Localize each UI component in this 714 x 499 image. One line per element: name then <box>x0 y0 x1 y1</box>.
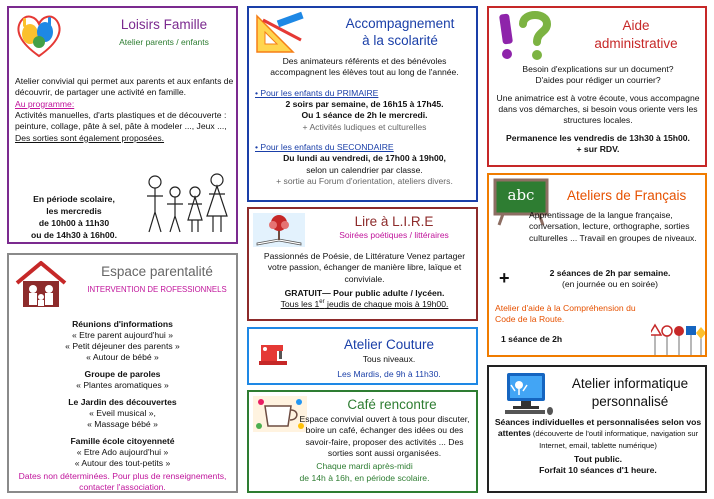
book-tree-icon <box>253 213 305 250</box>
francais-title: Ateliers de Français <box>567 188 687 203</box>
accompagnement-title: Accompagnement à la scolarité <box>345 16 455 48</box>
loisirs-sorties: Des sorties sont également proposées. <box>15 132 165 143</box>
accompagnement-body: Des animateurs référents et des bénévoles accompagnent les élèves tout au long de l'année. • Pour les enfants du PRIMAIRE 2 soirs par semaine, de 16h15 à 17h45. Ou 1 séance de 2h le mercredi. + Activités ludiques et culturelles • Pour les enfants du SECONDAIRE Du lundi au vendredi, de 17h00 à 19h00, selon un calendrier par classe. + sortie au Forum d'orientation, ateliers divers. <box>255 56 474 187</box>
card-aide-administrative <box>487 6 707 167</box>
card-loisirs-famille <box>7 6 238 244</box>
chalkboard-text: abc <box>507 186 535 204</box>
lire-title: Lire à L.I.R.E <box>354 214 434 229</box>
accompagnement-intro: Des animateurs référents et des bénévoles accompagnent les élèves tout au long de l'année. <box>270 56 459 78</box>
secondaire-label: • Pour les enfants du SECONDAIRE <box>255 142 394 153</box>
francais-aide-seance: 1 séance de 2h <box>501 334 563 344</box>
road-signs-icon <box>651 323 705 357</box>
informatique-title: Atelier informatique personnalisé <box>571 376 689 409</box>
francais-seances: 2 séances de 2h par semaine. (en journée ou en soirée) <box>549 268 671 290</box>
espace-note: Dates non déterminées. Pour plus de renseignements, contacter l'association. <box>18 471 227 492</box>
cafe-body: Espace convivial ouvert à tous pour discuter, boire un café, échanger des idées ou des savoir-faire, proposer des activités ... Des sorties sont aussi organisées. Chaque mardi après-midi de 14h à 16h, en période scolaire. <box>299 414 470 483</box>
painted-hands-icon <box>13 12 65 61</box>
couture-schedule: Les Mardis, de 9h à 11h30. <box>337 369 441 379</box>
exclamation-question-icon <box>495 10 553 65</box>
computer-icon <box>499 371 555 418</box>
card-francais <box>487 173 707 357</box>
house-family-icon <box>13 259 69 312</box>
family-drawing-icon <box>141 168 233 243</box>
loisirs-period: En période scolaire, les mercredis de 10h00 à 11h30 ou de 14h30 à 16h00. <box>31 194 117 240</box>
card-lire <box>247 207 478 321</box>
card-couture <box>247 327 478 385</box>
card-espace-parentalite <box>7 253 238 493</box>
card-accompagnement <box>247 6 478 202</box>
card-cafe <box>247 390 478 493</box>
loisirs-body <box>15 76 235 144</box>
loisirs-subtitle: Atelier parents / enfants <box>119 37 209 47</box>
aide-body: Besoin d'explications sur un document? D'aides pour rédiger un courrier? Une animatrice est à votre écoute, vous accompagne dans vos démarches, si besoin vous oriente vers les structures locales. Permanence les vendredis de 13h30 à 15h00. + sur RDV. <box>496 64 700 155</box>
cafe-title: Café rencontre <box>347 397 437 412</box>
espace-body: Réunions d'informations « Etre parent aujourd'hui » « Petit déjeuner des parents » « Autour de bébé » Groupe de paroles « Plantes aromatiques » Le Jardin des découvertes « Eveil musical », « Massage bébé » Famille école citoyenneté « Etre Ado aujourd'hui » « Autour des tout-petits » Dates non déterminées. Pour plus de renseignements, contacter l'association. <box>13 319 232 493</box>
loisirs-prog-label: Au programme: <box>15 98 75 109</box>
loisirs-title: Loisirs Famille <box>120 17 208 32</box>
francais-aide: Atelier d'aide à la Compréhension du Code de la Route. <box>495 303 636 325</box>
francais-plus: + <box>499 268 510 288</box>
primaire-label: • Pour les enfants du PRIMAIRE <box>255 87 379 98</box>
school-tools-icon <box>253 10 307 59</box>
espace-subtitle: INTERVENTION DE ROFESSIONNELS <box>87 285 227 294</box>
card-informatique <box>487 365 707 493</box>
francais-body: Apprentissage de la langue française, conversation, lecture, orthographe, sorties culturelles ... Travail en groupes de niveaux. <box>529 210 697 243</box>
lire-body: Passionnés de Poésie, de Littérature Venez partager votre passion, échanger de manière libre, laïque et conviviale. GRATUIT— Pour public adulte / lycéen. Tous les 1er jeudis de chaque mois à 19h00. <box>263 251 466 310</box>
aide-title: Aide administrative <box>594 18 678 51</box>
couture-level: Tous niveaux. <box>362 354 416 364</box>
informatique-body: Séances individuelles et personnalisées selon vos attentes (découverte de l'outil informatique, navigation sur Internet, email, tablette numérique) Tout public. Forfait 10 séances d'1 heure. <box>494 417 702 476</box>
lire-subtitle: Soirées poétiques / littéraires <box>339 230 449 240</box>
couture-title: Atelier Couture <box>343 337 435 352</box>
loisirs-intro: Atelier convivial qui permet aux parents et aux enfants de découvrir, de partager une activité en famille. <box>15 76 234 98</box>
espace-title: Espace parentalité <box>101 264 213 279</box>
loisirs-prog-text: Activités manuelles, d'arts plastiques et de découverte : peinture, collage, pâte à sel, pâte à modeler ..., Jeux ..., <box>15 110 227 132</box>
sewing-machine-icon <box>255 337 291 370</box>
